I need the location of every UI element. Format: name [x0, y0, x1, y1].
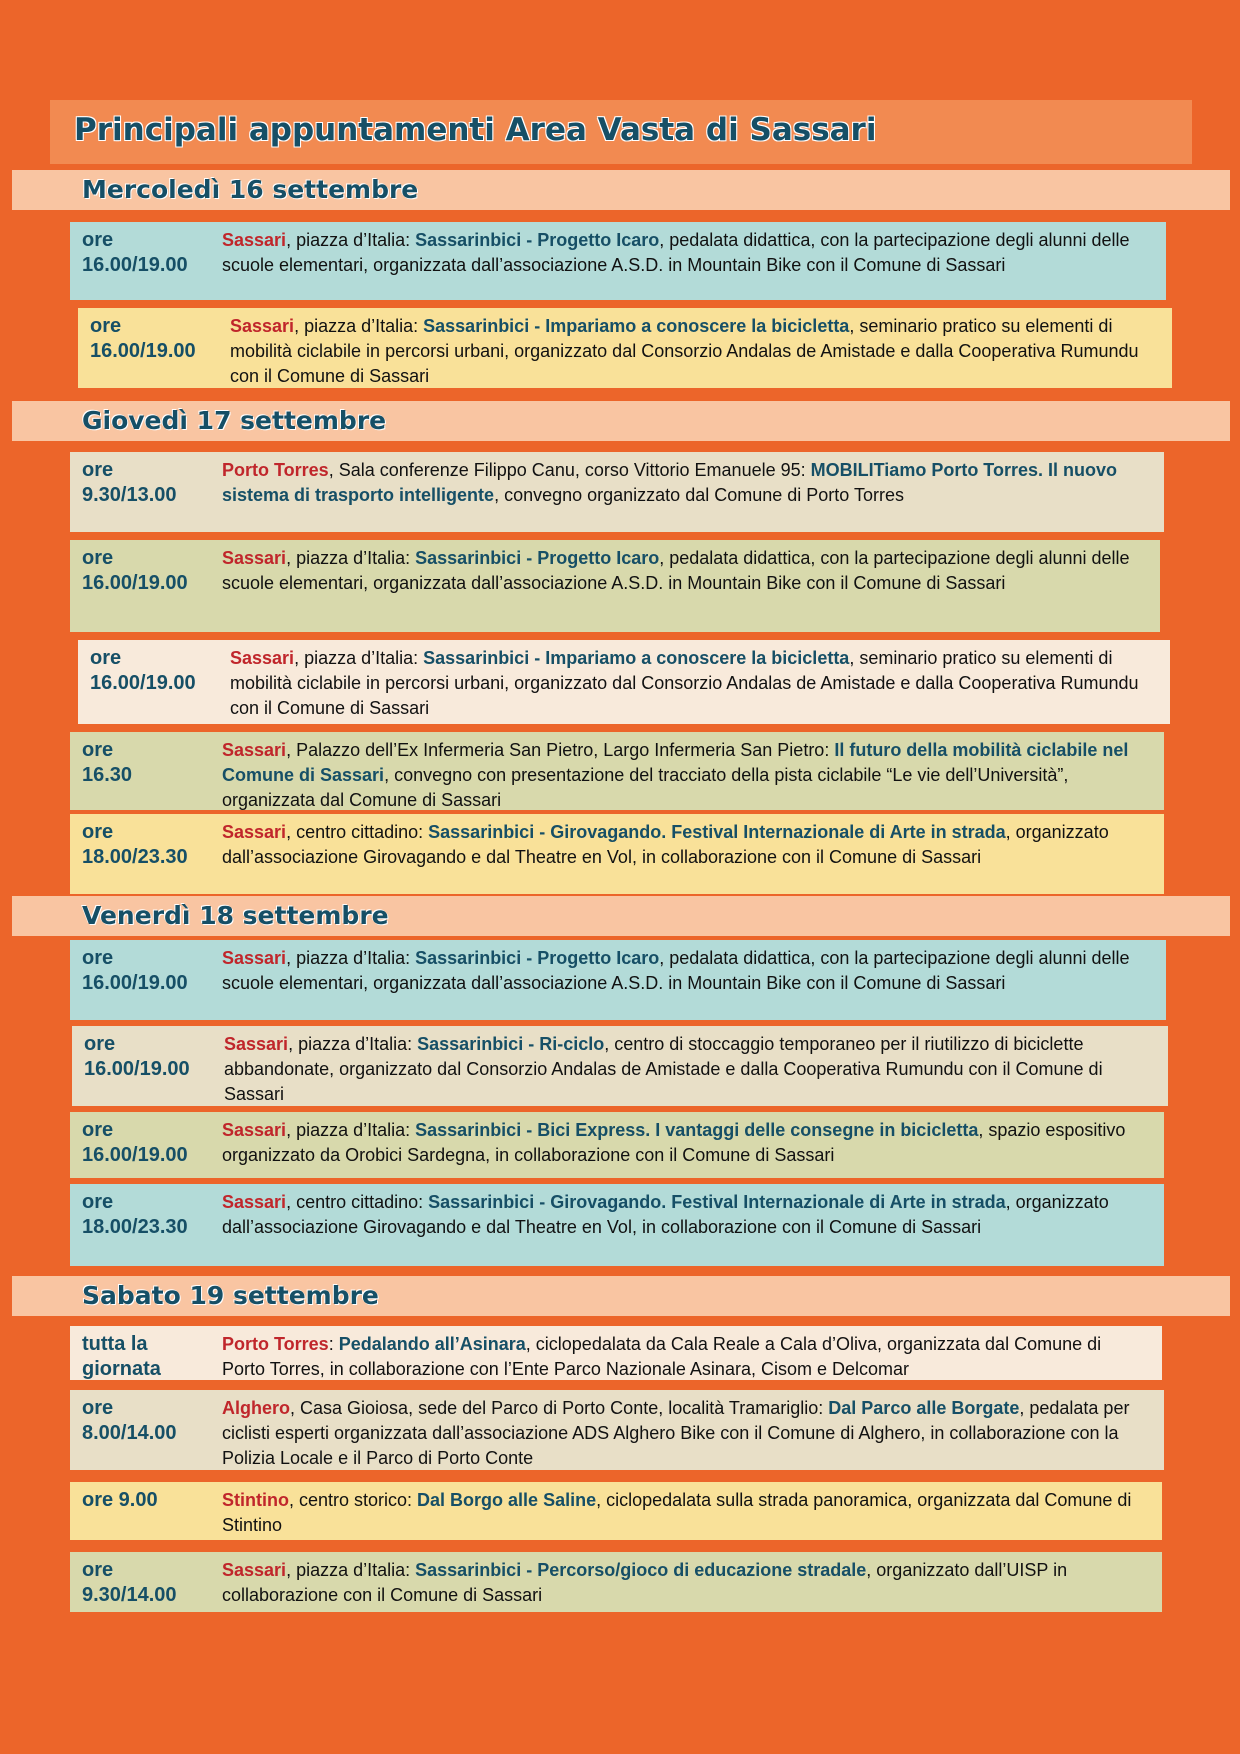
event-description	[222, 458, 1150, 508]
event-row	[70, 1184, 1164, 1266]
event-title: Dal Parco alle Borgate	[828, 1398, 1020, 1418]
event-place: , centro cittadino:	[286, 1192, 429, 1212]
event-row	[78, 308, 1172, 388]
event-details: , convegno con presentazione del tracciato della pista ciclabile “Le vie dell’Università”, organizzata dal Comune di Sassari	[222, 765, 1069, 810]
event-title: Sassarinbici - Progetto Icaro	[415, 548, 660, 568]
event-details: , pedalata didattica, con la partecipazione degli alunni delle scuole elementari, organizzata dall’associazione A.S.D. in Mountain Bike con il Comune di Sassari	[222, 548, 1130, 593]
event-place: , Casa Gioiosa, sede del Parco di Porto Conte, località Tramariglio:	[290, 1398, 829, 1418]
event-time: ore 16.00/19.00	[82, 1119, 188, 1166]
event-description	[222, 738, 1150, 813]
event-details: , centro di stoccaggio temporaneo per il riutilizzo di biciclette abbandonate, organizzato dal Consorzio Andalas de Amistade e dalla Cooperativa Rumundu con il Comune di Sassari	[224, 1034, 1103, 1104]
event-row	[70, 1482, 1162, 1540]
event-description	[222, 228, 1152, 278]
event-place: , piazza d’Italia:	[294, 316, 424, 336]
event-description	[222, 820, 1150, 870]
event-row	[78, 640, 1170, 724]
event-description	[222, 946, 1152, 996]
event-time: ore 9.30/13.00	[82, 459, 177, 506]
event-row	[70, 940, 1166, 1020]
day-label: Sabato 19 settembre	[82, 1281, 379, 1310]
event-row	[70, 1390, 1164, 1470]
event-row	[70, 452, 1164, 532]
event-description	[222, 1558, 1148, 1608]
event-row	[70, 222, 1166, 300]
event-row	[70, 1112, 1164, 1178]
event-details: , seminario pratico su elementi di mobilità ciclabile in percorsi urbani, organizzato dal Consorzio Andalas de Amistade e dalla Cooperativa Rumundu con il Comune di Sassari	[230, 316, 1139, 386]
event-row	[70, 732, 1164, 810]
event-location: Porto Torres	[222, 1334, 329, 1354]
day-label: Giovedì 17 settembre	[82, 406, 387, 435]
event-title: MOBILITiamo Porto Torres. Il nuovo sistema di trasporto intelligente	[222, 460, 1117, 505]
event-time: tutta la giornata	[82, 1333, 161, 1380]
event-details: , ciclopedalata sulla strada panoramica, organizzata dal Comune di Stintino	[222, 1490, 1132, 1535]
event-details: , pedalata per ciclisti esperti organizzata dall’associazione ADS Alghero Bike con il Comune di Alghero, in collaborazione con la Polizia Locale e il Parco di Porto Conte	[222, 1398, 1130, 1468]
event-details: , seminario pratico su elementi di mobilità ciclabile in percorsi urbani, organizzato dal Consorzio Andalas de Amistade e dalla Cooperativa Rumundu con il Comune di Sassari	[230, 648, 1139, 718]
event-title: Sassarinbici - Impariamo a conoscere la bicicletta	[423, 648, 850, 668]
event-details: , organizzato dall’associazione Girovagando e dal Theatre en Vol, in collaborazione con il Comune di Sassari	[222, 1192, 1109, 1237]
day-header	[12, 896, 1230, 936]
day-header	[12, 401, 1230, 441]
event-place: , Palazzo dell’Ex Infermeria San Pietro, Largo Infermeria San Pietro:	[286, 740, 835, 760]
event-description	[224, 1032, 1154, 1107]
event-location: Sassari	[222, 1192, 287, 1212]
event-time: ore 16.30	[82, 739, 133, 786]
event-row	[72, 1026, 1168, 1106]
event-time: ore 8.00/14.00	[82, 1397, 177, 1444]
event-place: , piazza d’Italia:	[286, 1120, 416, 1140]
event-location: Sassari	[222, 1120, 287, 1140]
event-time: ore 16.00/19.00	[82, 547, 188, 594]
event-location: Sassari	[222, 548, 287, 568]
event-details: , organizzato dall’associazione Girovagando e dal Theatre en Vol, in collaborazione con il Comune di Sassari	[222, 822, 1109, 867]
event-place: , piazza d’Italia:	[286, 230, 416, 250]
event-description	[222, 1118, 1150, 1168]
day-label: Venerdì 18 settembre	[82, 901, 389, 930]
event-description	[222, 1332, 1148, 1382]
event-row	[70, 814, 1164, 894]
event-place: , centro storico:	[288, 1490, 418, 1510]
event-details: , pedalata didattica, con la partecipazione degli alunni delle scuole elementari, organizzata dall’associazione A.S.D. in Mountain Bike con il Comune di Sassari	[222, 948, 1130, 993]
event-place: , piazza d’Italia:	[286, 948, 416, 968]
event-time: ore 9.00	[82, 1489, 158, 1511]
event-description	[222, 1396, 1150, 1471]
event-place: , piazza d’Italia:	[286, 1560, 416, 1580]
event-row	[70, 1326, 1162, 1380]
event-title: Sassarinbici - Progetto Icaro	[415, 948, 660, 968]
event-title: Sassarinbici - Progetto Icaro	[415, 230, 660, 250]
event-description	[222, 546, 1146, 596]
event-location: Sassari	[222, 948, 287, 968]
event-time: ore 16.00/19.00	[90, 315, 196, 362]
page-title: Principali appuntamenti Area Vasta di Sassari	[74, 112, 877, 148]
event-location: Sassari	[224, 1034, 289, 1054]
event-location: Sassari	[230, 648, 295, 668]
event-description	[222, 1488, 1148, 1538]
day-header	[12, 1276, 1230, 1316]
event-details: , organizzato dall’UISP in collaborazione con il Comune di Sassari	[222, 1560, 1068, 1605]
event-time: ore 16.00/19.00	[82, 947, 188, 994]
event-location: Sassari	[222, 230, 287, 250]
event-row	[70, 540, 1160, 632]
event-time: ore 18.00/23.30	[82, 821, 188, 868]
event-location: Porto Torres	[222, 460, 329, 480]
event-description	[230, 646, 1156, 721]
event-location: Sassari	[230, 316, 295, 336]
event-title: Dal Borgo alle Saline	[417, 1490, 597, 1510]
event-title: Il futuro della mobilità ciclabile nel Comune di Sassari	[222, 740, 1129, 785]
event-time: ore 16.00/19.00	[90, 647, 196, 694]
event-title: Sassarinbici - Impariamo a conoscere la bicicletta	[423, 316, 850, 336]
day-header	[12, 170, 1230, 210]
page-title-bar	[50, 100, 1192, 164]
event-place: , piazza d’Italia:	[286, 548, 416, 568]
event-details: , pedalata didattica, con la partecipazione degli alunni delle scuole elementari, organizzata dall’associazione A.S.D. in Mountain Bike con il Comune di Sassari	[222, 230, 1130, 275]
event-row	[70, 1552, 1162, 1612]
event-time: ore 18.00/23.30	[82, 1191, 188, 1238]
event-place: , piazza d’Italia:	[294, 648, 424, 668]
event-title: Sassarinbici - Bici Express. I vantaggi delle consegne in bicicletta	[415, 1120, 979, 1140]
event-location: Sassari	[222, 1560, 287, 1580]
event-location: Sassari	[222, 740, 287, 760]
event-details: , convegno organizzato dal Comune di Porto Torres	[494, 485, 904, 505]
event-description	[230, 314, 1158, 389]
event-location: Alghero	[222, 1398, 291, 1418]
event-place: , piazza d’Italia:	[288, 1034, 418, 1054]
event-title: Sassarinbici - Ri-ciclo	[417, 1034, 605, 1054]
event-details: , spazio espositivo organizzato da Orobici Sardegna, in collaborazione con il Comune di Sassari	[222, 1120, 1126, 1165]
event-time: ore 9.30/14.00	[82, 1559, 177, 1606]
event-title: Sassarinbici - Girovagando. Festival Internazionale di Arte in strada	[428, 1192, 1006, 1212]
event-title: Pedalando all’Asinara	[338, 1334, 526, 1354]
event-title: Sassarinbici - Girovagando. Festival Internazionale di Arte in strada	[428, 822, 1006, 842]
event-title: Sassarinbici - Percorso/gioco di educazione stradale	[415, 1560, 867, 1580]
event-description	[222, 1190, 1150, 1240]
day-label: Mercoledì 16 settembre	[82, 175, 419, 204]
event-place: :	[328, 1334, 339, 1354]
event-time: ore 16.00/19.00	[84, 1033, 190, 1080]
event-place: , centro cittadino:	[286, 822, 429, 842]
event-location: Stintino	[222, 1490, 289, 1510]
event-location: Sassari	[222, 822, 287, 842]
event-time: ore 16.00/19.00	[82, 229, 188, 276]
event-place: , Sala conferenze Filippo Canu, corso Vittorio Emanuele 95:	[328, 460, 811, 480]
event-details: , ciclopedalata da Cala Reale a Cala d’Oliva, organizzata dal Comune di Porto Torres, in collaborazione con l’Ente Parco Nazionale Asinara, Cisom e Delcomar	[222, 1334, 1102, 1379]
